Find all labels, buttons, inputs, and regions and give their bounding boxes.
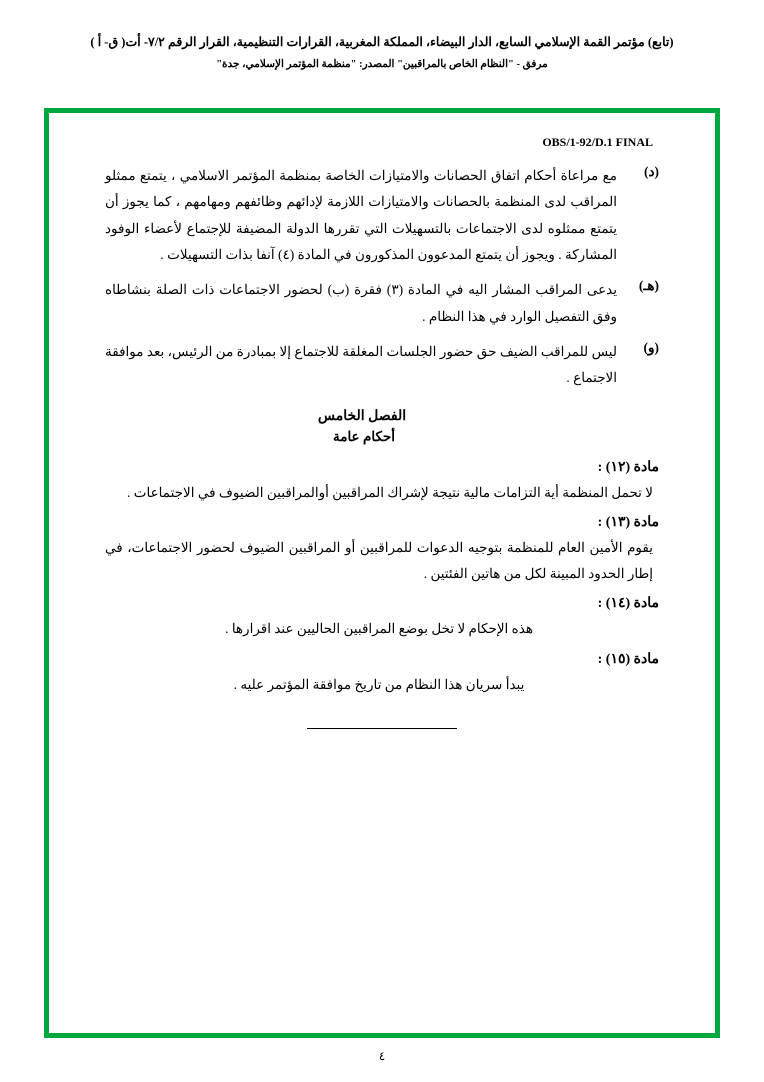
article-title: مادة (١٣) :	[597, 514, 659, 530]
clause-marker: (د)	[643, 164, 659, 179]
article-body: لا تحمل المنظمة أية التزامات مالية نتيجة لإشراك المراقبين أوالمراقبين الضيوف في الاجتماعات .	[127, 484, 653, 500]
end-divider	[307, 728, 457, 729]
page-number: ٤	[378, 1049, 386, 1063]
article-body: هذه الإحكام لا تخل بوضع المراقبين الحاليين عند اقرارها .	[225, 621, 533, 637]
article-title: مادة (١٢) :	[597, 459, 659, 475]
article-title: مادة (١٥) :	[597, 651, 659, 667]
chapter-subtitle: أحكام عامة	[332, 428, 396, 444]
green-border-frame	[44, 108, 720, 1038]
chapter-title: الفصل الخامس	[317, 408, 407, 424]
header-annex-line: مرفق - "النظام الخاص بالمراقبين" المصدر: "منظمة المؤتمر الإسلامي، جدة"	[216, 58, 548, 70]
article-block	[105, 514, 659, 588]
article-body: يبدأ سريان هذا النظام من تاريخ موافقة المؤتمر عليه .	[233, 676, 525, 692]
document-code: OBS/1-92/D.1 FINAL	[542, 135, 653, 149]
page-header	[0, 34, 764, 72]
clause-item	[105, 339, 659, 392]
header-source-line: (تابع) مؤتمر القمة الإسلامي السابع، الدار البيضاء، المملكة المغربية، القرارات التنظيمية، القرار الرقم ٧/٢- أت( ق- أ )	[90, 35, 674, 49]
clause-text: يدعى المراقب المشار اليه في المادة (٣) فقرة (ب) لحضور الاجتماعات ذات الصلة بنشاطاه وفق التفصيل الوارد في هذا النظام .	[105, 282, 617, 324]
clause-marker: (هـ)	[638, 278, 659, 294]
clause-text: مع مراعاة أحكام اتفاق الحصانات والامتيازات الخاصة بمنظمة المؤتمر الاسلامي ، يتمتع ممثلو المراقب لدى المنظمة بالحصانات والامتيازات اللازمة لإدائهم وظائفهم ومهامهم ، كما يجوز أن يتمتع ممثلوه لدى الاجتماعات بالتسهيلات التي تقررها الدولة المضيفة للإجتماع لأعضاء الوفود المشاركة . ويجوز أن يتمتع المدعوون المذكورون في المادة (٤) آنفا بذات التسهيلات .	[105, 168, 617, 262]
clause-marker: (و)	[643, 339, 659, 355]
article-block	[105, 595, 659, 642]
article-block	[105, 459, 659, 506]
clause-item	[105, 277, 659, 330]
article-title: مادة (١٤) :	[597, 596, 659, 612]
article-body: يقوم الأمين العام للمنظمة بتوجيه الدعوات للمراقبين أو المراقبين الضيوف لحضور الاجتماعات، في إطار الحدود المبينة لكل من هاتين الفئتين .	[105, 539, 653, 582]
article-block	[105, 651, 659, 698]
clause-item	[105, 163, 659, 268]
document-content	[105, 163, 659, 729]
clause-text: ليس للمراقب الضيف حق حضور الجلسات المغلقة للاجتماع إلا بمبادرة من الرئيس، بعد موافقة الاجتماع .	[105, 343, 617, 386]
